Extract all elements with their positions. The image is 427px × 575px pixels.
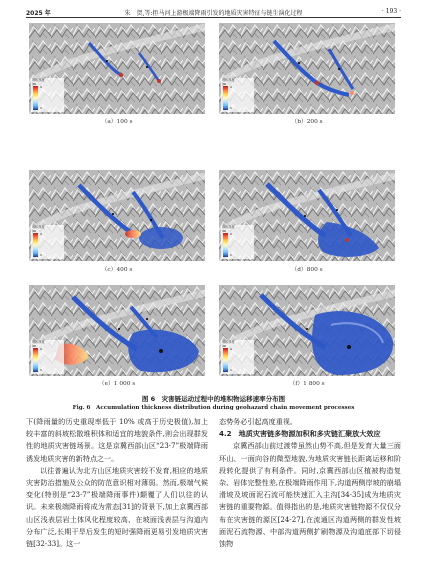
thickness-legend: 堆积厚度 /m 9 0: [221, 78, 254, 112]
paragraph: 下(降雨量的历史重现率低于 10% 或高于历史极值),加上较丰富的斜坡松散堆积体和适宜的地貌条件,则会出现群发性的地质灾害链场景。这是京冀西部山区“23·7”极端降雨诱发地质灾害的新特点之一。: [26, 417, 208, 463]
body-column-right: [219, 416, 401, 550]
panel-caption-f: （f）1 800 s: [289, 381, 325, 387]
paragraph: 态势务必引起高度重视。: [219, 417, 298, 426]
thickness-legend: 堆积厚度 /m 9 0: [31, 340, 64, 374]
map-panel-a: [29, 23, 205, 114]
panel-caption-e: （e）1 000 s: [98, 381, 136, 387]
panel-caption-b: （b）200 s: [291, 119, 323, 125]
panel-caption-d: （d）800 s: [291, 267, 323, 273]
map-panel-c: [29, 170, 205, 261]
map-panel-f: [219, 285, 395, 376]
thickness-legend: 堆积厚度 /m 9 0: [31, 225, 64, 259]
map-panel-e: [29, 285, 205, 376]
header-year: 2025 年: [26, 10, 51, 17]
header-page-number: · 193 ·: [381, 8, 401, 15]
thickness-legend: 堆积厚度 /m 9 0: [221, 225, 254, 259]
body-column-left: [26, 416, 208, 550]
map-panel-b: [219, 23, 395, 114]
header-rule: [26, 17, 401, 18]
figure-caption-en: Fig. 6 Accumulation thickness distribution during geohazard chain movement processes: [72, 405, 355, 411]
figure-caption-cn: 图 6 灾害链运动过程中的堆积物运移速率分布图: [141, 395, 286, 403]
thickness-legend: 堆积厚度 /m 9 0: [31, 78, 64, 112]
panel-caption-a: （a）100 s: [101, 119, 133, 125]
section-heading: 4.2 地质灾害链多物源加积和多灾链汇聚放大效应: [219, 429, 381, 439]
header-title: 朱 贺,等:拒马河上游极端降雨引发的地质灾害特征与链生演化过程: [124, 10, 303, 17]
paragraph: 以往普遍认为北方山区地质灾害较不发育,相应的地质灾害防治措施及公众的防范意识相对薄弱。然而,极端气候变化(特别是“23·7”极端降雨事件)颠覆了人们以往的认识。未来极端降雨将成为常态[31]的背景下,加上京冀西部山区浅表层岩土体风化程度较高、在坡面浅表层与沟道内分布广泛,长期干旱后发生的短时强降雨更易引发地质灾害链[32-33]。这一: [26, 465, 208, 549]
panel-caption-c: （c）400 s: [101, 267, 133, 273]
thickness-legend: 堆积厚度 /m 9 0: [221, 340, 254, 374]
map-panel-d: [219, 170, 395, 261]
paragraph: 京冀西部山前过渡带虽然山势不高,但是发育大量三面环山、一面向谷的微型地貌,为地质灾害链长距离运移和阶段转化提供了有利条件。同时,京冀西部山区植被构造复杂、岩体完整性差,在极端降雨作用下,沟道两侧岸坡的崩塌滑坡及坡面泥石流可能快速汇入主沟[34-35]成为地质灾害链的重要物源。值得指出的是,地质灾害链物源不仅仅分布在灾害链的源区[24-27],在流通区沟道两侧的群发性坡面泥石流物源、中部沟道两侧扩刷物源及沟道底部下切侵蚀物: [219, 441, 401, 549]
